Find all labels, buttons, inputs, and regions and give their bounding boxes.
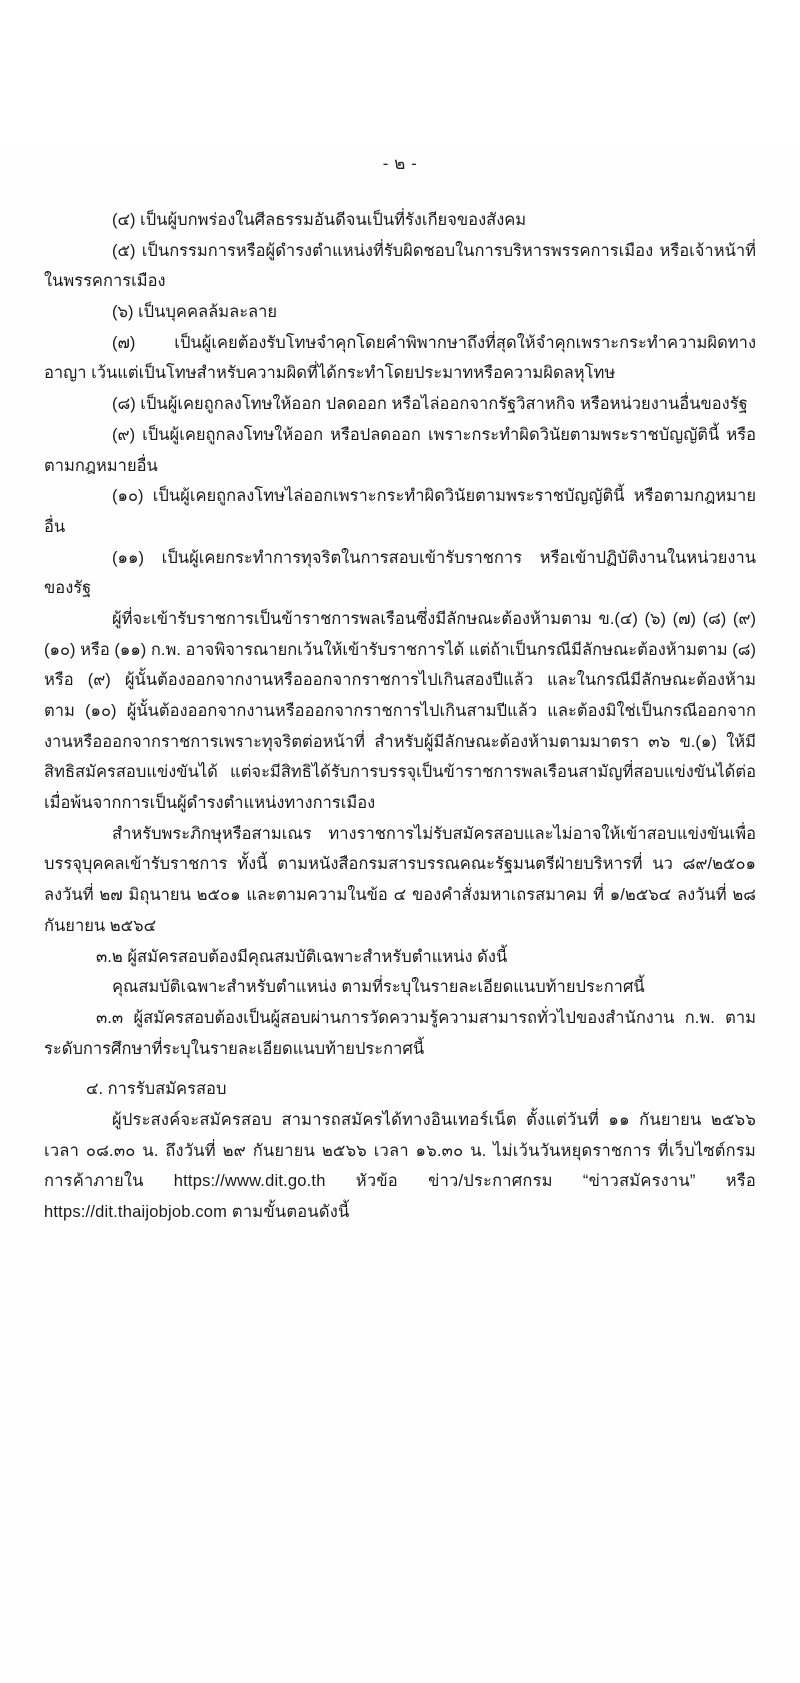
paragraph-exemption: ผู้ที่จะเข้ารับราชการเป็นข้าราชการพลเรือนซึ่งมีลักษณะต้องห้ามตาม ข.(๔) (๖) (๗) (๘) (๙) (๑๐) หรือ (๑๑) ก.พ. อาจพิจารณายกเว้นให้เข้ารับราชการได้ แต่ถ้าเป็นกรณีมีลักษณะต้องห้ามตาม (๘) หรือ (๙) ผู้นั้นต้องออกจากงานหรือออกจากราชการไปเกินสองปีแล้ว และในกรณีมีลักษณะต้องห้ามตาม (๑๐) ผู้นั้นต้องออกจากงานหรือออกจากราชการไปเกินสามปีแล้ว และต้องมิใช่เป็นกรณีออกจากงานหรือออกจากราชการเพราะทุจริตต่อหน้าที่ สำหรับผู้มีลักษณะต้องห้ามตามมาตรา ๓๖ ข.(๑) ให้มีสิทธิสมัครสอบแข่งขันได้ แต่จะมีสิทธิได้รับการบรรจุเป็นข้าราชการพลเรือนสามัญที่สอบแข่งขันได้ต่อเมื่อพ้นจากการเป็นผู้ดำรงตำแหน่งทางการเมือง [44,609,756,813]
paragraph-item-3-3: ๓.๓ ผู้สมัครสอบต้องเป็นผู้สอบผ่านการวัดความรู้ความสามารถทั่วไปของสำนักงาน ก.พ. ตามระดับการศึกษาที่ระบุในรายละเอียดแนบท้ายประกาศนี้ [44,1008,756,1058]
paragraph-item-3-2: ๓.๒ ผู้สมัครสอบต้องมีคุณสมบัติเฉพาะสำหรับตำแหน่ง ดังนี้ [96,947,508,966]
paragraph-item-5: (๕) เป็นกรรมการหรือผู้ดำรงตำแหน่งที่รับผิดชอบในการบริหารพรรคการเมือง หรือเจ้าหน้าที่ในพรรคการเมือง [44,241,756,291]
paragraph-item-7: (๗) เป็นผู้เคยต้องรับโทษจำคุกโดยคำพิพากษาถึงที่สุดให้จำคุกเพราะกระทำความผิดทางอาญา เว้นแต่เป็นโทษสำหรับความผิดที่ได้กระทำโดยประมาทหรือความผิดลหุโทษ [44,333,756,383]
paragraph-item-6: (๖) เป็นบุคคลล้มละลาย [112,303,278,322]
paragraph-item-3-2-detail: คุณสมบัติเฉพาะสำหรับตำแหน่ง ตามที่ระบุในรายละเอียดแนบท้ายประกาศนี้ [112,978,645,997]
paragraph-item-8: (๘) เป็นผู้เคยถูกลงโทษให้ออก ปลดออก หรือไล่ออกจากรัฐวิสาหกิจ หรือหน่วยงานอื่นของรัฐ [112,395,748,414]
page-number: - ๒ - [382,154,418,173]
paragraph-item-10: (๑๐) เป็นผู้เคยถูกลงโทษไล่ออกเพราะกระทำผิดวินัยตามพระราชบัญญัตินี้ หรือตามกฎหมายอื่น [44,487,756,536]
paragraph-monk-provision: สำหรับพระภิกษุหรือสามเณร ทางราชการไม่รับสมัครสอบและไม่อาจให้เข้าสอบแข่งขันเพื่อบรรจุบุคคลเข้ารับราชการ ทั้งนี้ ตามหนังสือกรมสารบรรณคณะรัฐมนตรีฝ่ายบริหารที่ นว ๘๙/๒๕๐๑ ลงวันที่ ๒๗ มิถุนายน ๒๕๐๑ และตามความในข้อ ๔ ของคำสั่งมหาเถรสมาคม ที่ ๑/๒๕๖๔ ลงวันที่ ๒๘ กันยายน ๒๕๖๔ [44,824,756,935]
paragraph-item-4: (๔) เป็นผู้บกพร่องในศีลธรรมอันดีจนเป็นที่รังเกียจของสังคม [112,211,527,229]
heading-section-4: ๔. การรับสมัครสอบ [86,1080,227,1099]
document-body [44,177,756,1228]
paragraph-application-details: ผู้ประสงค์จะสมัครสอบ สามารถสมัครได้ทางอินเทอร์เน็ต ตั้งแต่วันที่ ๑๑ กันยายน ๒๕๖๖ เวลา ๐๘.๓๐ น. ถึงวันที่ ๒๙ กันยายน ๒๕๖๖ เวลา ๑๖.๓๐ น. ไม่เว้นวันหยุดราชการ ที่เว็บไซต์กรมการค้าภายใน https://www.dit.go.th หัวข้อ ข่าว/ประกาศกรม “ข่าวสมัครงาน” หรือ https://dit.thaijobjob.com ตามขั้นตอนดังนี้ [44,1110,756,1221]
document-page [0,150,800,1683]
paragraph-item-11: (๑๑) เป็นผู้เคยกระทำการทุจริตในการสอบเข้ารับราชการ หรือเข้าปฏิบัติงานในหน่วยงานของรัฐ [44,548,756,598]
paragraph-item-9: (๙) เป็นผู้เคยถูกลงโทษให้ออก หรือปลดออก เพราะกระทำผิดวินัยตามพระราชบัญญัตินี้ หรือตามกฎหมายอื่น [44,425,756,475]
